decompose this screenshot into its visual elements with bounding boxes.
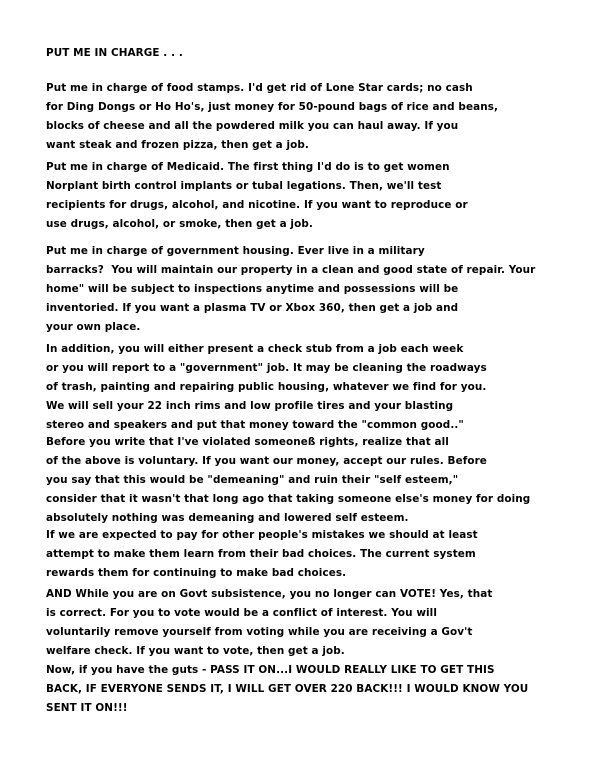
- text-line: recipients for drugs, alcohol, and nicotine. If you want to reproduce or: [46, 199, 468, 211]
- text-line: want steak and frozen pizza, then get a job.: [46, 139, 309, 151]
- text-line: of the above is voluntary. If you want our money, accept our rules. Before: [46, 455, 487, 467]
- paragraph-food-stamps: [46, 79, 576, 155]
- text-line: Norplant birth control implants or tubal legations. Then, we'll test: [46, 180, 442, 192]
- text-line: AND While you are on Govt subsistence, you no longer can VOTE! Yes, that: [46, 588, 493, 600]
- text-line: welfare check. If you want to vote, then get a job.: [46, 645, 345, 657]
- text-line: Before you write that I've violated someoneß rights, realize that all: [46, 436, 449, 448]
- text-line: voluntarily remove yourself from voting while you are receiving a Gov't: [46, 626, 473, 638]
- text-line: for Ding Dongs or Ho Ho's, just money for 50-pound bags of rice and beans,: [46, 101, 499, 113]
- paragraph-government-housing: [46, 242, 576, 337]
- paragraph-pass-it-on: [46, 661, 576, 718]
- text-line: In addition, you will either present a check stub from a job each week: [46, 343, 464, 355]
- text-line: Put me in charge of food stamps. I'd get rid of Lone Star cards; no cash: [46, 82, 473, 94]
- text-line: If we are expected to pay for other people's mistakes we should at least: [46, 529, 478, 541]
- paragraph-before-you-write: [46, 433, 576, 528]
- text-line: attempt to make them learn from their bad choices. The current system: [46, 548, 476, 560]
- text-line: your own place.: [46, 321, 141, 333]
- text-line: of trash, painting and repairing public housing, whatever we find for you.: [46, 381, 487, 393]
- text-line: use drugs, alcohol, or smoke, then get a job.: [46, 218, 313, 230]
- text-line: is correct. For you to vote would be a conflict of interest. You will: [46, 607, 438, 619]
- text-line: rewards them for continuing to make bad choices.: [46, 567, 347, 579]
- text-line: Now, if you have the guts - PASS IT ON...I WOULD REALLY LIKE TO GET THIS: [46, 664, 495, 676]
- text-line: home" will be subject to inspections anytime and possessions will be: [46, 283, 459, 295]
- text-line: Put me in charge of Medicaid. The first thing I'd do is to get women: [46, 161, 450, 173]
- document-title: PUT ME IN CHARGE . . .: [46, 47, 183, 59]
- text-line: consider that it wasn't that long ago that taking someone else's money for doing: [46, 493, 531, 505]
- text-line: barracks? You will maintain our property in a clean and good state of repair. Your: [46, 264, 536, 276]
- paragraph-expected-to-pay: [46, 526, 576, 583]
- text-line: you say that this would be "demeaning" and ruin their "self esteem,": [46, 474, 459, 486]
- paragraph-voting: [46, 585, 576, 661]
- text-line: absolutely nothing was demeaning and lowered self esteem.: [46, 512, 409, 524]
- text-line: We will sell your 22 inch rims and low profile tires and your blasting: [46, 400, 454, 412]
- text-line: BACK, IF EVERYONE SENDS IT, I WILL GET OVER 220 BACK!!! I WOULD KNOW YOU: [46, 683, 529, 695]
- paragraph-in-addition: [46, 340, 576, 435]
- paragraph-medicaid: [46, 158, 576, 234]
- text-line: inventoried. If you want a plasma TV or Xbox 360, then get a job and: [46, 302, 459, 314]
- text-line: Put me in charge of government housing. Ever live in a military: [46, 245, 425, 257]
- text-line: or you will report to a "government" job. It may be cleaning the roadways: [46, 362, 487, 374]
- text-line: SENT IT ON!!!: [46, 702, 128, 714]
- text-line: blocks of cheese and all the powdered milk you can haul away. If you: [46, 120, 459, 132]
- text-line: stereo and speakers and put that money toward the "common good..": [46, 419, 464, 431]
